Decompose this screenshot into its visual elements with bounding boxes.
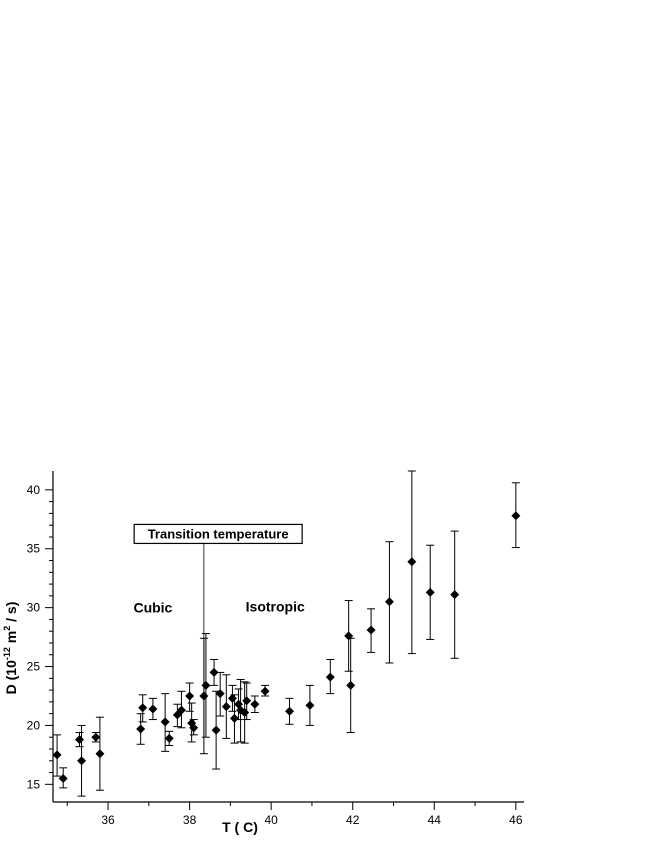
- data-point: [95, 717, 104, 790]
- y-tick-label: 15: [26, 777, 40, 792]
- y-axis-title-exp2: 2: [2, 625, 12, 631]
- diamond-marker: [511, 511, 520, 520]
- diamond-marker: [450, 590, 459, 599]
- diamond-marker: [165, 734, 174, 743]
- data-point: [261, 685, 270, 696]
- diamond-marker: [185, 691, 194, 700]
- y-tick-label: 35: [26, 541, 40, 556]
- diamond-marker: [285, 707, 294, 716]
- diamond-marker: [222, 702, 231, 711]
- diamond-marker: [407, 557, 416, 566]
- y-axis-title: [2, 602, 19, 695]
- data-point: [344, 601, 353, 672]
- x-axis-title-text: T ( C): [222, 819, 258, 835]
- data-point: [216, 672, 225, 716]
- region-label-isotropic: Isotropic: [245, 598, 305, 615]
- data-point: [165, 731, 174, 745]
- data-point: [240, 682, 249, 743]
- data-point: [222, 675, 231, 739]
- diamond-marker: [344, 631, 353, 640]
- y-tick-label: 30: [26, 600, 40, 615]
- x-tick-label: 42: [346, 813, 360, 827]
- x-tick-label: 40: [264, 813, 278, 827]
- data-point: [367, 609, 376, 653]
- diamond-marker: [426, 588, 435, 597]
- diamond-marker: [216, 689, 225, 698]
- y-axis-title-exp1: -12: [2, 647, 12, 661]
- x-tick-label: 44: [427, 813, 441, 827]
- diamond-marker: [95, 749, 104, 758]
- data-point: [385, 542, 394, 663]
- diamond-marker: [385, 597, 394, 606]
- y-tick-label: 25: [26, 659, 40, 674]
- data-point: [77, 725, 86, 796]
- data-point: [177, 691, 186, 728]
- diamond-marker: [326, 673, 335, 682]
- data-point: [185, 683, 194, 711]
- diamond-marker: [77, 756, 86, 765]
- diamond-marker: [305, 701, 314, 710]
- data-point: [138, 695, 147, 722]
- y-axis-title-text: [2, 602, 19, 695]
- x-axis-ticks: [67, 802, 523, 827]
- x-tick-label: 36: [101, 813, 115, 827]
- data-point: [426, 545, 435, 639]
- diamond-marker: [148, 704, 157, 713]
- diamond-marker: [367, 626, 376, 635]
- data-point: [511, 483, 520, 548]
- transition-label: Transition temperature: [147, 526, 289, 542]
- data-point: [305, 685, 314, 725]
- diamond-marker: [261, 687, 270, 696]
- diamond-marker: [91, 733, 100, 742]
- data-point: [136, 714, 145, 745]
- data-point: [450, 531, 459, 658]
- y-axis-title-prefix: D (10: [3, 660, 19, 695]
- y-axis-ticks: [27, 483, 53, 791]
- data-points: [53, 471, 521, 796]
- diamond-marker: [230, 714, 239, 723]
- diamond-marker: [201, 681, 210, 690]
- data-point: [326, 659, 335, 693]
- data-point: [148, 698, 157, 719]
- diamond-marker: [138, 703, 147, 712]
- data-point: [161, 694, 170, 752]
- data-point: [407, 471, 416, 654]
- x-axis-title: [222, 819, 258, 835]
- data-point: [250, 696, 259, 712]
- diamond-marker: [199, 691, 208, 700]
- x-tick-label: 38: [182, 813, 197, 827]
- annotations: [133, 524, 305, 737]
- data-point: [53, 735, 62, 776]
- diamond-marker: [136, 724, 145, 733]
- data-point: [59, 768, 68, 788]
- y-tick-label: 40: [26, 482, 40, 497]
- diamond-marker: [250, 700, 259, 709]
- y-tick-label: 20: [26, 718, 40, 733]
- diamond-marker: [212, 726, 221, 735]
- diamond-marker: [59, 774, 68, 783]
- diamond-marker: [161, 717, 170, 726]
- data-point: [75, 733, 84, 747]
- region-label-cubic: Cubic: [133, 599, 173, 616]
- diamond-marker: [242, 696, 251, 705]
- data-point: [285, 698, 294, 724]
- y-axis-title-suffix: / s): [3, 601, 19, 626]
- y-axis-title-mid: m: [3, 630, 19, 648]
- data-point: [187, 703, 196, 742]
- data-point: [91, 733, 100, 742]
- diamond-marker: [53, 750, 62, 759]
- diamond-marker: [75, 735, 84, 744]
- data-point: [212, 691, 221, 769]
- data-point: [346, 638, 355, 732]
- data-point: [199, 638, 208, 753]
- data-point: [201, 634, 210, 738]
- x-tick-label: 46: [509, 813, 523, 827]
- diamond-marker: [346, 681, 355, 690]
